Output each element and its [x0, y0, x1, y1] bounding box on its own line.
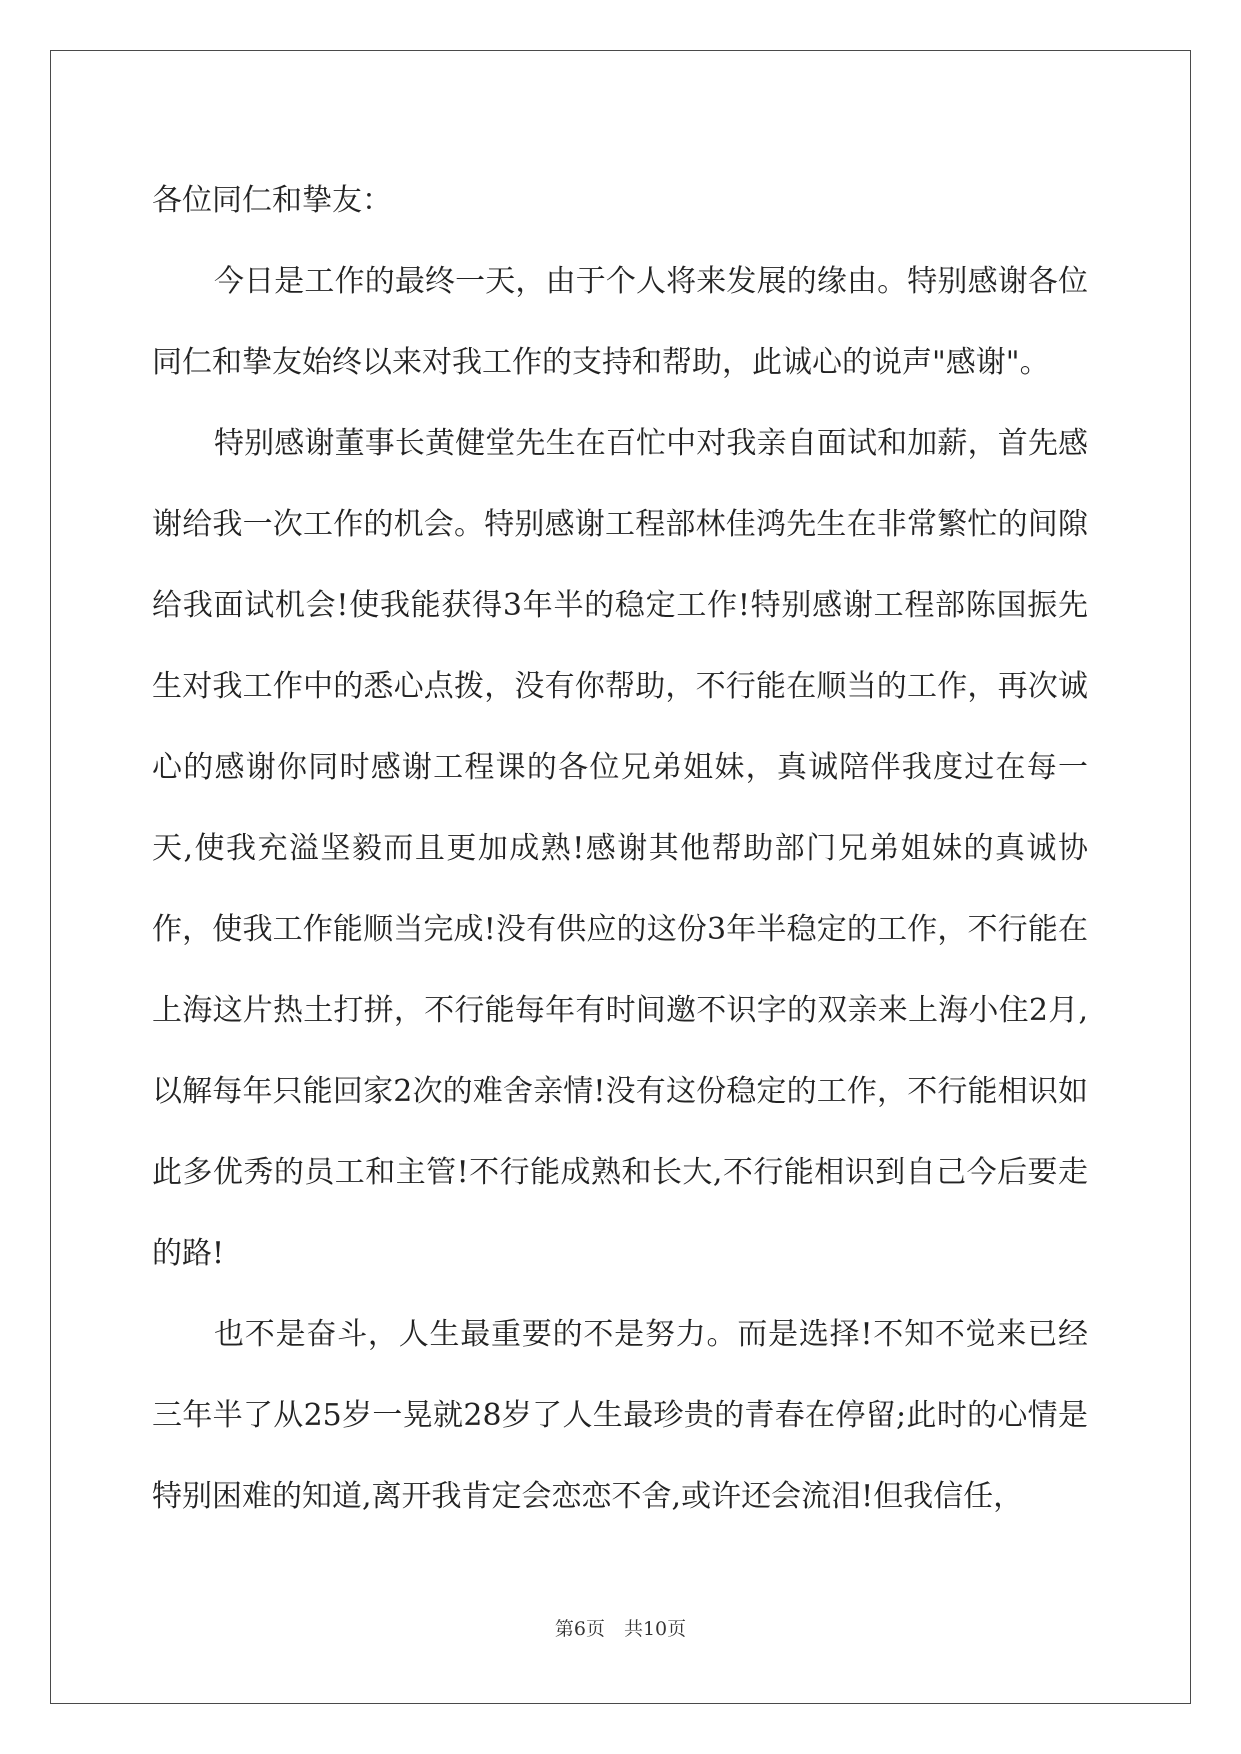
paragraph-1: 今日是工作的最终一天，由于个人将来发展的缘由。特别感谢各位同仁和挚友始终以来对我工作的支持和帮助，此诚心的说声"感谢"。 — [152, 264, 1088, 380]
salutation: 各位同仁和挚友： — [152, 183, 392, 218]
paragraph-2: 特别感谢董事长黄健堂先生在百忙中对我亲自面试和加薪，首先感谢给我一次工作的机会。特别感谢工程部林佳鸿先生在非常繁忙的间隙给我面试机会!使我能获得3年半的稳定工作!特别感谢工程部陈国振先生对我工作中的悉心点拨，没有你帮助，不行能在顺当的工作，再次诚心的感谢你同时感谢工程课的各位兄弟姐妹，真诚陪伴我度过在每一天,使我充溢坚毅而且更加成熟!感谢其他帮助部门兄弟姐妹的真诚协作，使我工作能顺当完成!没有供应的这份3年半稳定的工作，不行能在上海这片热土打拼，不行能每年有时间邀不识字的双亲来上海小住2月,以解每年只能回家2次的难舍亲情!没有这份稳定的工作，不行能相识如此多优秀的员工和主管!不行能成熟和长大,不行能相识到自己今后要走的路! — [152, 426, 1088, 1271]
document-body — [152, 160, 1088, 1537]
paragraph-3: 也不是奋斗，人生最重要的不是努力。而是选择!不知不觉来已经三年半了从25岁一晃就28岁了人生最珍贵的青春在停留;此时的心情是特别困难的知道,离开我肯定会恋恋不舍,或许还会流泪!但我信任， — [152, 1317, 1088, 1514]
page-number-footer: 第6页 共10页 — [554, 1618, 687, 1640]
